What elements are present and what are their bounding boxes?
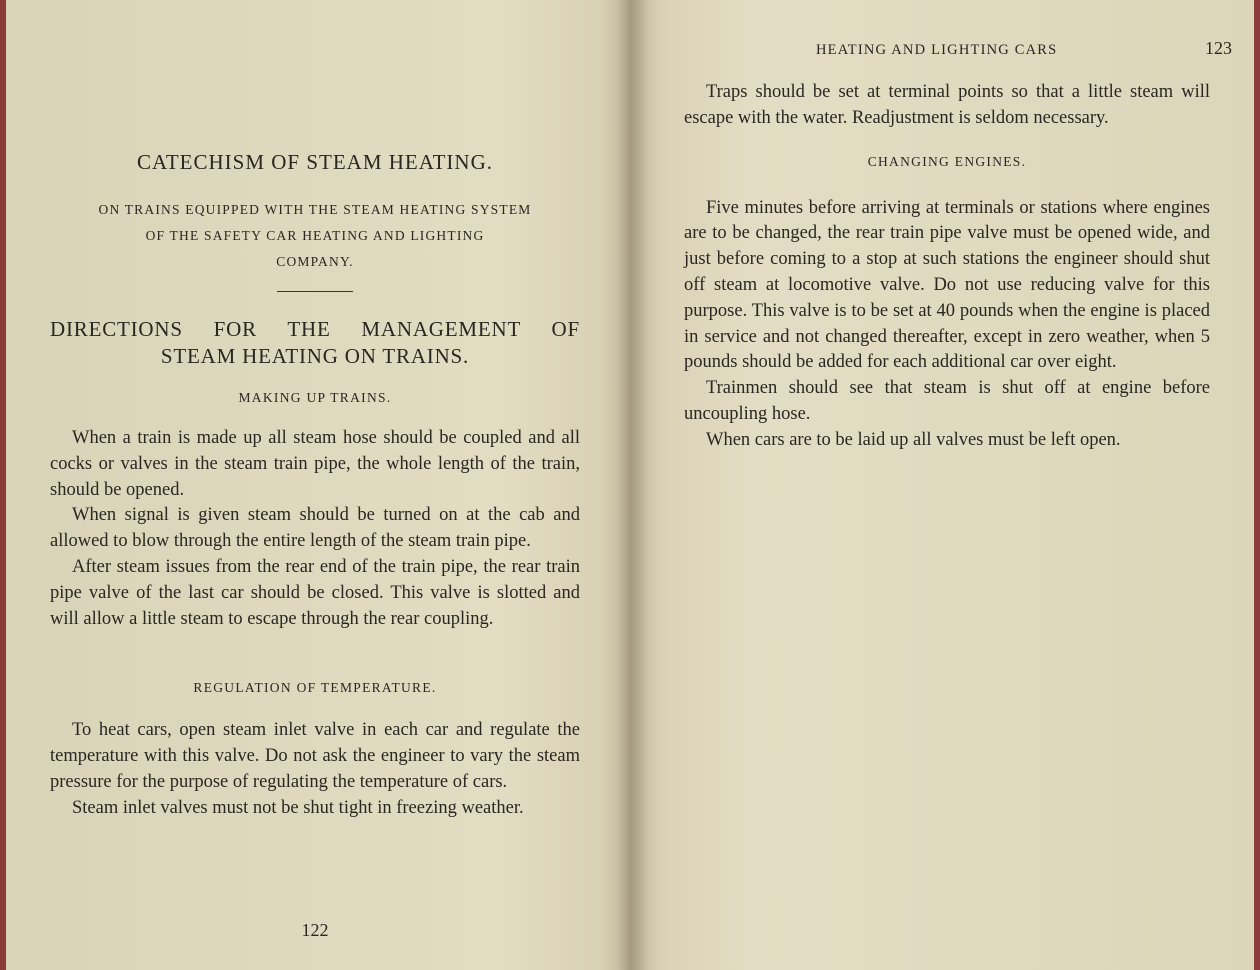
- subtitle-line: OF THE SAFETY CAR HEATING AND LIGHTING: [145, 228, 485, 243]
- cover-edge-left: [0, 0, 6, 970]
- paragraph: Five minutes before arriving at terminals or stations where engines are to be changed, the rear train pipe valve must be opened wide, and just before coming to a stop at such stations the engineer should shut off steam at locomotive valve. Do not use reducing valve for this purpose. This valve is to be set at 40 pounds when the engine is placed in service and not changed thereafter, except in zero weather, when 5 pounds should be added for each additional car over eight.: [684, 197, 1210, 373]
- paragraph: Steam inlet valves must not be shut tight in freezing weather.: [72, 797, 524, 818]
- subtitle-line: ON TRAINS EQUIPPED WITH THE STEAM HEATING SYSTEM: [98, 202, 532, 217]
- page-number-left: 122: [301, 920, 329, 940]
- page-number-right: 123: [1205, 38, 1232, 58]
- running-head-title: HEATING AND LIGHTING CARS: [816, 42, 1058, 58]
- regulation-heading: REGULATION OF TEMPERATURE.: [193, 680, 437, 696]
- section-heading: [50, 316, 580, 370]
- section-heading-line: DIRECTIONS FOR THE MANAGEMENT OF: [50, 317, 580, 341]
- running-head: [630, 38, 1260, 62]
- right-page: [630, 0, 1260, 970]
- spine-shadow-left: [600, 0, 630, 970]
- spine-shadow-right: [630, 0, 660, 970]
- paragraph: To heat cars, open steam inlet valve in each car and regulate the temperature with this valve. Do not ask the engineer to vary the steam pressure for the purpose of regulating the temperature of cars.: [50, 720, 580, 792]
- subtitle-line: COMPANY.: [276, 254, 354, 269]
- subtitle: [50, 197, 580, 275]
- paragraph: When signal is given steam should be turned on at the cab and allowed to blow through the entire length of the steam train pipe.: [50, 505, 580, 552]
- making-up-heading: MAKING UP TRAINS.: [238, 390, 392, 405]
- paragraph: After steam issues from the rear end of the train pipe, the rear train pipe valve of the last car should be closed. This valve is slotted and will allow a little steam to escape through the rear coupling.: [50, 556, 580, 629]
- paragraph: Traps should be set at terminal points so that a little steam will escape with the water. Readjustment is seldom necessary.: [684, 82, 1210, 128]
- paragraph: When a train is made up all steam hose should be coupled and all cocks or valves in the steam train pipe, the whole length of the train, should be opened.: [50, 428, 580, 500]
- main-title: CATECHISM OF STEAM HEATING.: [136, 150, 494, 174]
- cover-edge-right: [1254, 0, 1260, 970]
- paragraph: When cars are to be laid up all valves must be left open.: [706, 429, 1121, 450]
- section-heading-line: STEAM HEATING ON TRAINS.: [160, 344, 470, 368]
- paragraph: Trainmen should see that steam is shut off at engine before uncoupling hose.: [684, 378, 1210, 424]
- changing-heading: CHANGING ENGINES.: [867, 153, 1027, 169]
